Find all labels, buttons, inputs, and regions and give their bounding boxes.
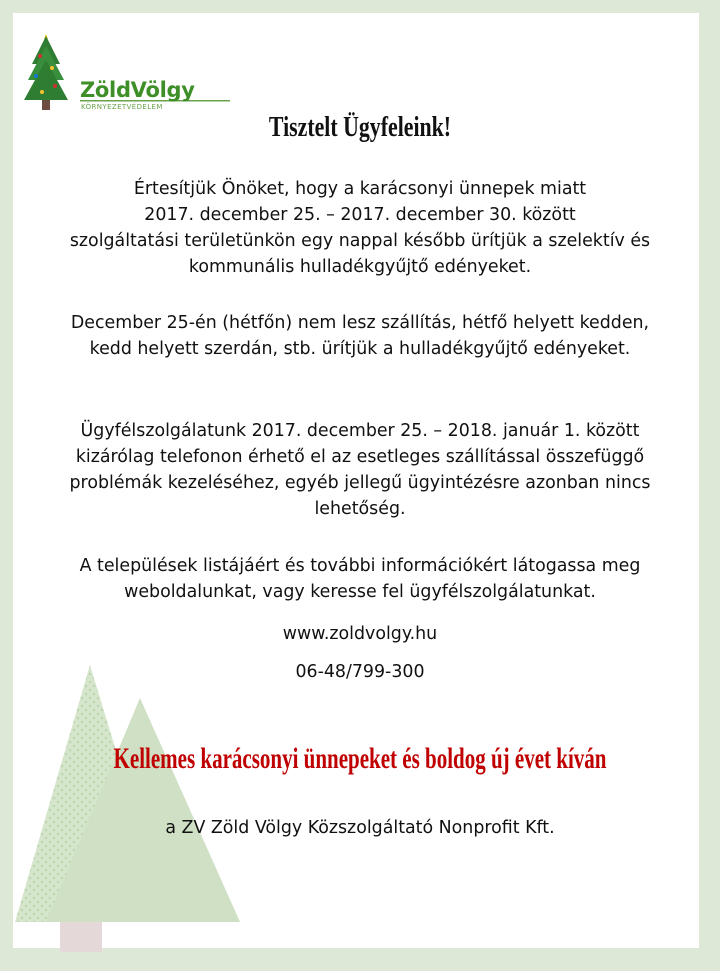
logo-tagline: KÖRNYEZETVÉDELEM (81, 103, 163, 111)
logo-wordmark: ZöldVölgy (80, 78, 195, 102)
paragraph-line: Értesítjük Önöket, hogy a karácsonyi ünnepek miatt (133, 179, 587, 199)
paragraph-line: szolgáltatási területünkön egy nappal később ürítjük a szelektív és (69, 231, 651, 251)
background-tree-trunk (60, 922, 102, 952)
paragraph-line: Ügyfélszolgálatunk 2017. december 25. – 2018. január 1. között (80, 421, 640, 441)
paragraph-line: kommunális hulladékgyűjtő edényeket. (188, 257, 532, 277)
paragraph-notice (20, 176, 700, 280)
signature: a ZV Zöld Völgy Közszolgáltató Nonprofit Kft. (165, 818, 555, 838)
paragraph-line: lehetőség. (314, 499, 406, 519)
paragraph-info (20, 553, 700, 605)
paragraph-line: December 25-én (hétfőn) nem lesz szállítás, hétfő helyett kedden, (70, 313, 650, 333)
page-title: Tisztelt Ügyfeleink! (268, 112, 452, 143)
paragraph-line: 2017. december 25. – 2017. december 30. között (144, 205, 576, 225)
holiday-greeting: Kellemes karácsonyi ünnepeket és boldog új évet kíván (113, 742, 607, 775)
paragraph-line: kedd helyett szerdán, stb. ürítjük a hulladékgyűjtő edényeket. (89, 339, 631, 359)
paragraph-line: A települések listájáért és további információkért látogassa meg (79, 556, 641, 576)
paragraph-customer-service (20, 418, 700, 522)
paragraph-line: kizárólag telefonon érhető el az esetleges szállítással összefüggő (75, 447, 645, 467)
paragraph-line: problémák kezeléséhez, egyéb jellegű ügyintézésre azonban nincs (69, 473, 651, 493)
paragraph-schedule (20, 310, 700, 362)
paragraph-line: weboldalunkat, vagy keresse fel ügyfélszolgálatunkat. (124, 582, 596, 602)
phone-number: 06-48/799-300 (295, 662, 425, 682)
website-link[interactable]: www.zoldvolgy.hu (282, 624, 438, 644)
